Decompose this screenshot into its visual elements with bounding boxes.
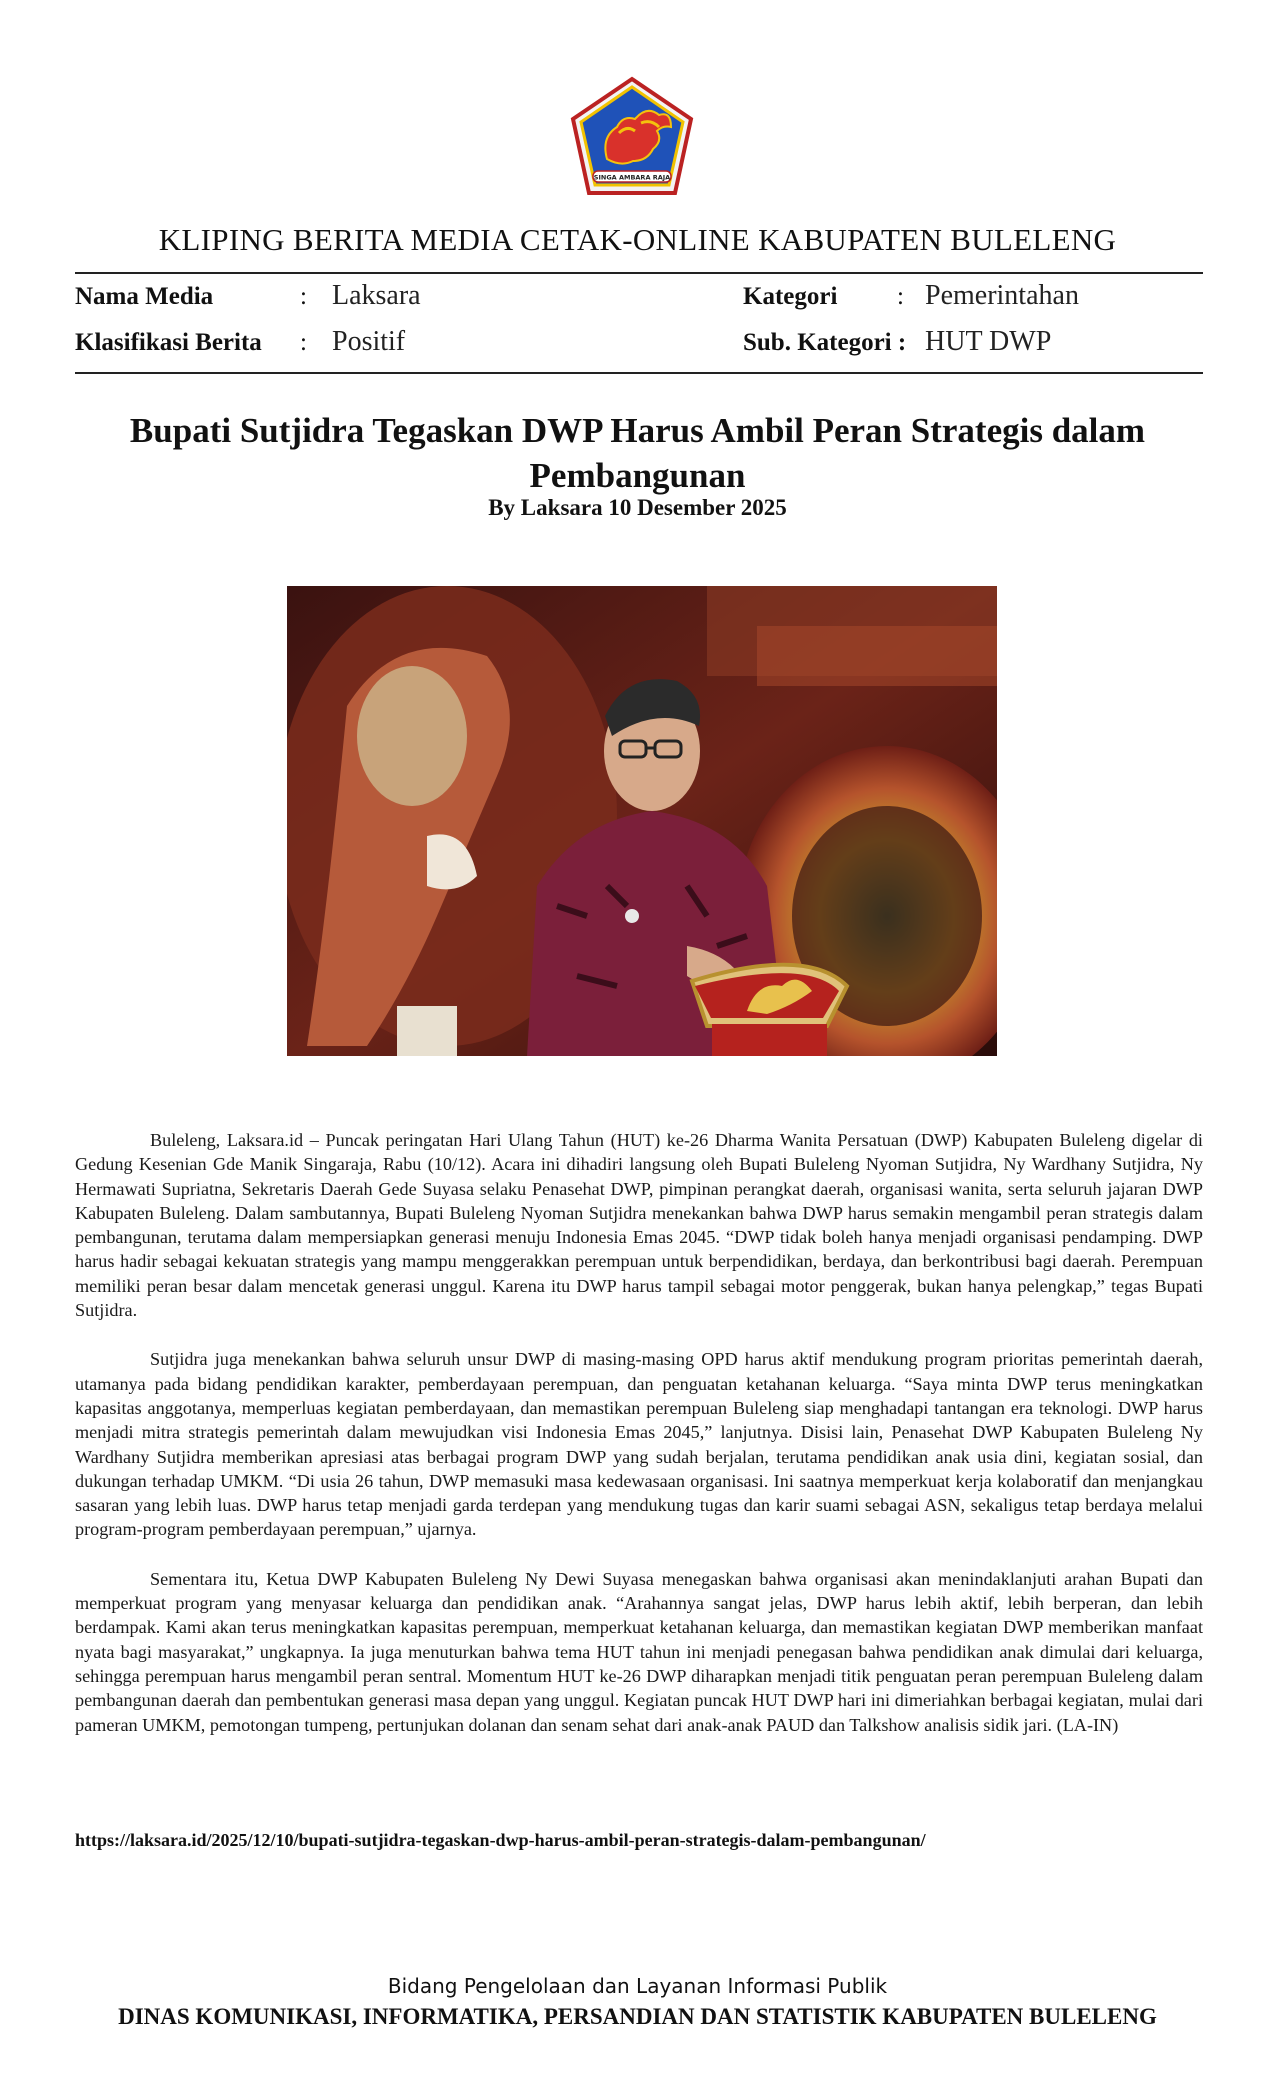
logo-motto-text: SINGA AMBARA RAJA <box>593 173 671 182</box>
klasifikasi-colon: : <box>300 329 307 356</box>
top-divider <box>75 272 1203 274</box>
klasifikasi-label: Klasifikasi Berita <box>75 329 262 356</box>
kategori-colon: : <box>897 283 904 310</box>
footer-agency: DINAS KOMUNIKASI, INFORMATIKA, PERSANDIAN DAN STATISTIK KABUPATEN BULELENG <box>118 2004 1157 2029</box>
article-body <box>75 1128 1203 1762</box>
subkategori-label: Sub. Kategori : <box>743 329 907 356</box>
source-url-link[interactable]: https://laksara.id/2025/12/10/bupati-sutjidra-tegaskan-dwp-harus-ambil-peran-strategis-dalam-pembangunan/ <box>75 1830 926 1850</box>
subkategori-value: HUT DWP <box>925 326 1052 357</box>
article-paragraph: Sutjidra juga menekankan bahwa seluruh unsur DWP di masing-masing OPD harus aktif mendukung program prioritas pemerintah daerah, utamanya pada bidang pendidikan karakter, pemberdayaan perempuan, dan penguatan ketahanan keluarga. “Saya minta DWP terus meningkatkan kapasitas anggotanya, memperluas kegiatan pemberdayaan, dan memastikan perempuan Buleleng siap menghadapi tantangan era teknologi. DWP harus menjadi mitra strategis pemerintah dalam mewujudkan visi Indonesia Emas 2045,” lanjutnya. Disisi lain, Penasehat DWP Kabupaten Buleleng Ny Wardhany Sutjidra memberikan apresiasi atas berbagai program DWP yang sudah berjalan, terutama pendidikan anak usia dini, kegiatan sosial, dan dukungan terhadap UMKM. “Di usia 26 tahun, DWP memasuki masa kedewasaan organisasi. Ini saatnya memperkuat kerja kolaboratif dan menjangkau sasaran yang lebih luas. DWP harus tetap menjadi garda terdepan yang mendukung tugas dan karir suami sebagai ASN, sekaligus tetap berdaya melalui program-program pemberdayaan perempuan,” ujarnya. <box>75 1349 1203 1540</box>
document-title: KLIPING BERITA MEDIA CETAK-ONLINE KABUPATEN BULELENG <box>158 222 1117 257</box>
footer-department: Bidang Pengelolaan dan Layanan Informasi Publik <box>387 1974 888 1998</box>
article-byline: By Laksara 10 Desember 2025 <box>488 495 787 520</box>
media-label: Nama Media <box>75 283 214 310</box>
article-paragraph: Sementara itu, Ketua DWP Kabupaten Buleleng Ny Dewi Suyasa menegaskan bahwa organisasi akan menindaklanjuti arahan Bupati dan memperkuat program yang menyasar keluarga dan pendidikan anak. “Arahannya sangat jelas, DWP harus lebih aktif, lebih berperan, dan lebih berdampak. Kami akan terus meningkatkan kapasitas perempuan, memperkuat ketahanan keluarga, dan memastikan kegiatan DWP memberikan manfaat nyata bagi masyarakat,” ungkapnya. Ia juga menuturkan bahwa tema HUT tahun ini menjadi penegasan bahwa pendidikan anak dimulai dari keluarga, sehingga perempuan harus mengambil peran sentral. Momentum HUT ke-26 DWP diharapkan menjadi titik penguatan peran perempuan Buleleng dalam pembangunan daerah dan pembentukan generasi masa depan yang unggul. Kegiatan puncak HUT DWP hari ini dimeriahkan berbagai kegiatan, mulai dari pameran UMKM, pemotongan tumpeng, pertunjukan dolanan dan senam sehat dari anak-anak PAUD dan Talkshow analisis sidik jari. (LA-IN) <box>75 1568 1203 1735</box>
media-value: Laksara <box>332 280 421 311</box>
article-headline: Bupati Sutjidra Tegaskan DWP Harus Ambil Peran Strategis dalam Pembangunan <box>129 411 1146 495</box>
meta-divider <box>75 372 1203 374</box>
klasifikasi-value: Positif <box>332 326 406 357</box>
article-photo <box>287 586 997 1056</box>
media-colon: : <box>300 283 307 310</box>
kabupaten-buleleng-emblem-icon <box>567 75 697 199</box>
kategori-label: Kategori <box>743 283 838 310</box>
article-paragraph: Buleleng, Laksara.id – Puncak peringatan Hari Ulang Tahun (HUT) ke-26 Dharma Wanita Persatuan (DWP) Kabupaten Buleleng digelar di Gedung Kesenian Gde Manik Singaraja, Rabu (10/12). Acara ini dihadiri langsung oleh Bupati Buleleng Nyoman Sutjidra, Ny Wardhany Sutjidra, Ny Hermawati Supriatna, Sekretaris Daerah Gede Suyasa selaku Penasehat DWP, pimpinan perangkat daerah, organisasi wanita, serta seluruh jajaran DWP Kabupaten Buleleng. Dalam sambutannya, Bupati Buleleng Nyoman Sutjidra menekankan bahwa DWP harus semakin mengambil peran strategis dalam pembangunan, terutama dalam mempersiapkan generasi menuju Indonesia Emas 2045. “DWP tidak boleh hanya menjadi organisasi pendamping. DWP harus hadir sebagai kekuatan strategis yang mampu menggerakkan perempuan untuk berpendidikan, berdaya, dan berkontribusi bagi daerah. Perempuan memiliki peran besar dalam mencetak generasi unggul. Karena itu DWP harus tampil sebagai motor penggerak, bukan hanya pelengkap,” tegas Bupati Sutjidra. <box>75 1130 1203 1321</box>
kategori-value: Pemerintahan <box>925 280 1079 311</box>
